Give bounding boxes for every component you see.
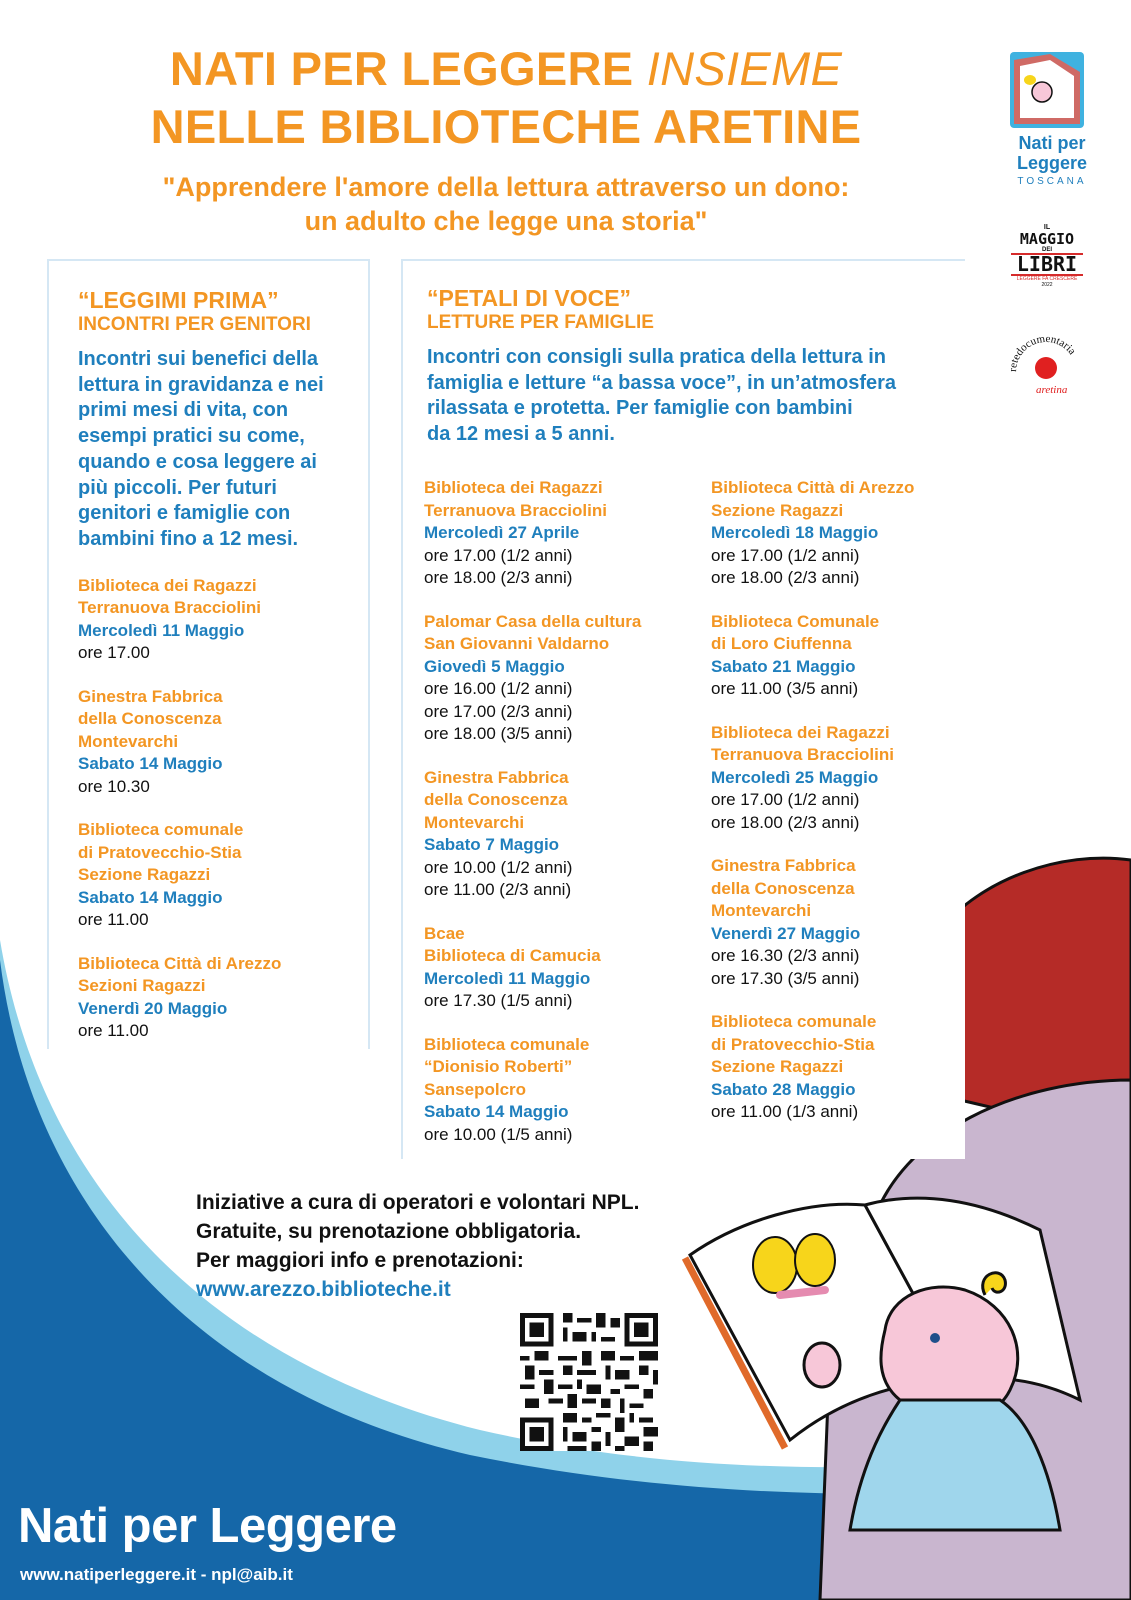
event-venue: della Conoscenza — [424, 790, 568, 809]
event-date: Sabato 14 Maggio — [78, 754, 223, 774]
event-venue: Palomar Casa della cultura — [424, 611, 642, 631]
event-time: ore 18.00 (3/5 anni) — [424, 724, 573, 743]
baby-eye — [930, 1333, 940, 1343]
maggio-year: 2022 — [1041, 282, 1053, 288]
event-venue: Biblioteca dei Ragazzi — [424, 478, 603, 497]
event-time: ore 11.00 (2/3 anni) — [424, 880, 572, 899]
npl-logo-toscana: TOSCANA — [1017, 176, 1087, 187]
event-venue: Sezione Ragazzi — [78, 865, 211, 885]
event-venue: Biblioteca comunale — [78, 820, 244, 840]
baby-curl — [983, 1273, 1006, 1295]
event-time: ore 17.00 (1/2 anni) — [711, 545, 860, 565]
rete-aretina: aretina — [1036, 384, 1068, 396]
event-venue: Terranuova Bracciolini — [424, 500, 607, 520]
event-item — [711, 477, 961, 590]
event-time: ore 10.00 (1/5 anni) — [424, 1124, 573, 1144]
event-venue: Ginestra Fabbrica — [424, 767, 569, 787]
event-item — [711, 611, 961, 701]
event-time: ore 16.30 (2/3 anni) — [711, 946, 860, 965]
title-line1-italic: INSIEME — [646, 42, 843, 95]
event-item — [711, 1011, 961, 1124]
event-venue: Sezioni Ragazzi — [78, 976, 206, 996]
rete-logo-icon — [1004, 328, 1088, 408]
baby-hand — [804, 1343, 840, 1387]
event-item — [711, 722, 961, 835]
events-column-1 — [424, 477, 694, 1167]
event-date: Sabato 7 Maggio — [424, 835, 560, 854]
panel-leggimi-prima — [47, 259, 370, 1049]
event-date: Mercoledì 11 Maggio — [78, 620, 245, 640]
event-venue: della Conoscenza — [711, 878, 855, 898]
event-time: ore 17.30 (3/5 anni) — [711, 968, 860, 988]
desc-line: genitori e famiglie con — [78, 502, 291, 525]
event-time: ore 11.00 — [78, 1021, 149, 1041]
info-line-2: Gratuite, su prenotazione obbligatoria. — [196, 1220, 582, 1243]
npl-logo-wordmark — [1000, 133, 1104, 173]
title-line2: NELLE BIBLIOTECHE ARETINE — [150, 100, 862, 153]
event-item — [424, 1034, 694, 1147]
poster-subtitle — [0, 170, 1012, 238]
event-time: ore 16.00 (1/2 anni) — [424, 679, 573, 698]
event-venue: della Conoscenza — [78, 709, 222, 729]
event-time: ore 10.00 (1/2 anni) — [424, 857, 573, 877]
event-time: ore 17.00 (1/2 anni) — [711, 790, 860, 809]
event-date: Mercoledì 27 Aprile — [424, 523, 580, 542]
maggio-libri: LIBRI — [1011, 253, 1083, 276]
event-venue: Biblioteca comunale — [424, 1034, 590, 1054]
info-line-3: Per maggiori info e prenotazioni: — [196, 1249, 524, 1272]
event-date: Venerdì 20 Maggio — [78, 998, 228, 1018]
event-venue: Montevarchi — [711, 901, 812, 920]
event-venue: Sansepolcro — [424, 1079, 527, 1099]
event-venue: Biblioteca di Camucia — [424, 946, 601, 965]
desc-line: più piccoli. Per futuri — [78, 476, 277, 499]
event-time: ore 17.30 (1/5 anni) — [424, 991, 573, 1010]
event-venue: Sezione Ragazzi — [711, 500, 844, 520]
event-date: Venerdì 27 Maggio — [711, 923, 861, 943]
event-venue: Terranuova Bracciolini — [711, 745, 894, 764]
desc-line: lettura in gravidanza e nei — [78, 373, 324, 396]
event-venue: Montevarchi — [424, 812, 525, 832]
desc-line: bambini fino a 12 mesi. — [78, 527, 299, 550]
event-venue: Biblioteca dei Ragazzi — [78, 575, 257, 595]
event-item — [424, 611, 694, 746]
subtitle-line1: "Apprendere l'amore della lettura attraverso un dono: — [162, 172, 850, 202]
website-link[interactable]: www.arezzo.biblioteche.it — [196, 1278, 451, 1301]
event-venue: Montevarchi — [78, 731, 179, 751]
event-date: Mercoledì 18 Maggio — [711, 523, 879, 542]
section-title-petali: “PETALI DI VOCE” — [427, 285, 632, 311]
event-time: ore 11.00 — [78, 910, 149, 930]
desc-line: Incontri sui benefici della — [78, 348, 319, 370]
info-block — [196, 1188, 639, 1304]
desc-line: quando e cosa leggere ai — [78, 450, 317, 473]
event-time: ore 10.30 — [78, 776, 150, 796]
title-line1-main: NATI PER LEGGERE — [169, 42, 647, 95]
event-time: ore 18.00 (2/3 anni) — [424, 568, 573, 587]
event-time: ore 17.00 (1/2 anni) — [424, 545, 573, 565]
event-venue: “Dionisio Roberti” — [424, 1057, 573, 1076]
event-time: ore 18.00 (2/3 anni) — [711, 812, 860, 832]
npl-toscana-logo — [1010, 52, 1084, 128]
event-item — [424, 923, 694, 1013]
section-desc-leggimi — [78, 347, 368, 553]
npl-logo-icon — [1010, 52, 1084, 128]
rete-documentaria-logo — [1004, 328, 1088, 408]
event-venue: di Loro Ciuffenna — [711, 634, 852, 653]
event-time: ore 11.00 (1/3 anni) — [711, 1102, 859, 1121]
poster-title — [0, 40, 1012, 156]
event-date: Sabato 21 Maggio — [711, 656, 856, 676]
event-venue: di Pratovecchio-Stia — [711, 1034, 875, 1054]
event-time: ore 17.00 — [78, 643, 150, 663]
event-venue: Biblioteca Città di Arezzo — [711, 478, 915, 497]
event-item — [424, 767, 694, 902]
maggio-dei: DEI — [1041, 247, 1052, 253]
desc-line: rilassata e protetta. Per famiglie con bambini — [427, 397, 853, 420]
event-time: ore 18.00 (2/3 anni) — [711, 568, 860, 587]
event-venue: Biblioteca comunale — [711, 1012, 877, 1031]
desc-line: esempi pratici su come, — [78, 425, 305, 448]
event-date: Giovedì 5 Maggio — [424, 656, 565, 676]
event-venue: Ginestra Fabbrica — [78, 686, 223, 706]
desc-line: primi mesi di vita, con — [78, 399, 289, 422]
event-venue: Biblioteca Città di Arezzo — [78, 953, 282, 973]
events-column-2 — [711, 477, 961, 1145]
event-item — [78, 575, 368, 665]
event-time: ore 17.00 (2/3 anni) — [424, 701, 573, 721]
subtitle-line2: un adulto che legge una storia" — [304, 206, 708, 236]
event-venue: Ginestra Fabbrica — [711, 856, 856, 875]
event-item — [711, 855, 961, 990]
panel-petali-di-voce — [401, 259, 965, 1159]
section-title-leggimi: “LEGGIMI PRIMA” — [78, 287, 279, 313]
section-subtitle-famiglie: LETTURE PER FAMIGLIE — [427, 312, 654, 333]
maggio-dei-libri-logo — [1011, 224, 1083, 286]
event-date: Mercoledì 11 Maggio — [424, 968, 591, 988]
event-venue: Bcae — [424, 923, 465, 943]
desc-line: famiglia e letture “a bassa voce”, in un’atmosfera — [427, 371, 897, 394]
event-venue: Terranuova Bracciolini — [78, 598, 261, 618]
desc-line: da 12 mesi a 5 anni. — [427, 423, 615, 446]
event-date: Sabato 14 Maggio — [78, 887, 223, 907]
info-line-1: Iniziative a cura di operatori e volontari NPL. — [196, 1191, 640, 1214]
desc-line: Incontri con consigli sulla pratica della lettura in — [427, 346, 886, 368]
event-item — [424, 477, 694, 590]
footer-brand: Nati per Leggere — [18, 1499, 397, 1553]
section-desc-petali — [427, 345, 957, 448]
event-date: Sabato 28 Maggio — [711, 1079, 856, 1099]
event-date: Mercoledì 25 Maggio — [711, 767, 879, 787]
section-subtitle-genitori: INCONTRI PER GENITORI — [78, 314, 311, 335]
event-item — [78, 819, 368, 932]
event-time: ore 11.00 (3/5 anni) — [711, 679, 859, 698]
event-date: Sabato 14 Maggio — [424, 1102, 569, 1121]
event-item — [78, 953, 368, 1043]
event-venue: San Giovanni Valdarno — [424, 634, 610, 653]
event-venue: di Pratovecchio-Stia — [78, 842, 242, 862]
event-venue: Biblioteca Comunale — [711, 611, 880, 631]
event-venue: Biblioteca dei Ragazzi — [711, 722, 890, 742]
event-item — [78, 686, 368, 799]
rete-arc-text: retedocumentaria — [1006, 332, 1079, 373]
maggio-word: MAGGIO — [1019, 230, 1075, 248]
npl-logo-line2: Leggere — [1016, 153, 1088, 173]
event-venue: Sezione Ragazzi — [711, 1057, 844, 1076]
npl-logo-line1: Nati per — [1018, 133, 1086, 153]
qr-code[interactable] — [520, 1313, 658, 1451]
maggio-tagline: LEGGERE FA CRESCERE — [1016, 276, 1078, 282]
maggio-il: IL — [1043, 224, 1051, 231]
footer-contact[interactable]: www.natiperleggere.it - npl@aib.it — [20, 1565, 293, 1584]
